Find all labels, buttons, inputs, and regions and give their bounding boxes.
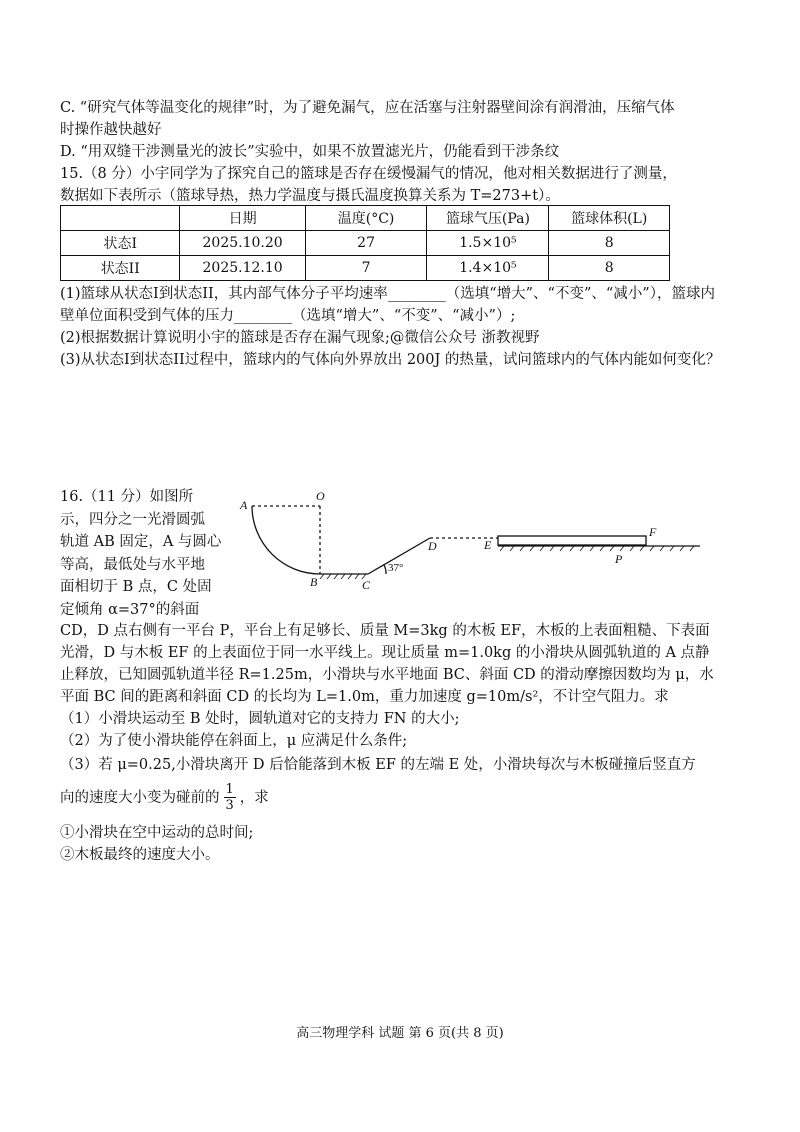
table-cell: 状态I bbox=[61, 231, 180, 256]
table-cell: 2025.10.20 bbox=[180, 231, 305, 256]
q16-left-line: 16.（11 分）如图所 bbox=[60, 489, 194, 505]
table-header-cell: 温度(°C) bbox=[305, 206, 427, 231]
q15-intro-line2: 数据如下表所示（篮球导热，热力学温度与摄氏温度换算关系为 T=273+t）。 bbox=[60, 188, 560, 204]
table-header-row bbox=[61, 206, 670, 231]
table-header-cell: 篮球体积(L) bbox=[549, 206, 670, 231]
q16-sub3-line2 bbox=[60, 782, 269, 813]
q16-sub3-line2-tail: ，求 bbox=[239, 789, 269, 806]
q14-option-c-line2: 时操作越快越好 bbox=[60, 122, 162, 138]
q15-sub2: (2)根据数据计算说明小宇的篮球是否存在漏气现象;@微信公众号 浙教视野 bbox=[60, 330, 540, 346]
q16-sub3-line2-text: 向的速度大小变为碰前的 bbox=[60, 789, 220, 806]
q16-figure bbox=[236, 488, 706, 598]
table-cell: 8 bbox=[549, 256, 670, 281]
table-cell: 2025.12.10 bbox=[180, 256, 305, 281]
angle-label: 37° bbox=[388, 562, 404, 574]
q16-left-line: 示，四分之一光滑圆弧 bbox=[60, 511, 205, 528]
label-o: O bbox=[316, 489, 325, 503]
table-row bbox=[61, 256, 670, 281]
fraction-one-third bbox=[224, 782, 236, 813]
q16-line10: 平面 BC 间的距离和斜面 CD 的长均为 L=1.0m，重力加速度 g=10m/s²，不计空气阻力。求 bbox=[60, 689, 669, 705]
table-cell: 7 bbox=[305, 256, 427, 281]
table-header-cell bbox=[61, 206, 180, 231]
page-footer: 高三物理学科 试题 第 6 页(共 8 页) bbox=[296, 1026, 504, 1041]
table-cell: 状态II bbox=[61, 256, 180, 281]
q15-sub1-line2: 壁单位面积受到气体的压力________（选填“增大”、“不变”、“减小”）; bbox=[60, 308, 516, 324]
q16-left-line: 定倾角 α=37°的斜面 bbox=[60, 601, 200, 618]
label-c: C bbox=[362, 578, 371, 592]
q15-sub1-line1: (1)篮球从状态I到状态II，其内部气体分子平均速率________（选填“增大”、“不变”、“减小”），篮球内 bbox=[60, 286, 715, 302]
q16-line9: 止释放，已知圆弧轨道半径 R=1.25m，小滑块与水平地面 BC、斜面 CD 的滑动摩擦因数均为 μ，水 bbox=[60, 667, 714, 683]
label-a: A bbox=[240, 498, 248, 512]
table-header-cell: 篮球气压(Pa) bbox=[427, 206, 549, 231]
label-b: B bbox=[310, 575, 318, 589]
q14-option-c-line1: C. “研究气体等温变化的规律”时，为了避免漏气，应在活塞与注射器壁间涂有润滑油，压缩气体 bbox=[60, 100, 675, 116]
q16-part-a: ①小滑块在空中运动的总时间; bbox=[60, 825, 254, 841]
fraction-denominator: 3 bbox=[225, 798, 234, 813]
q16-line7: CD，D 点右侧有一平台 P，平台上有足够长、质量 M=3kg 的木板 EF，木板的上表面粗糙、下表面 bbox=[60, 623, 710, 639]
q16-line8: 光滑，D 与木板 EF 的上表面位于同一水平线上。现让质量 m=1.0kg 的小滑块从圆弧轨道的 A 点静 bbox=[60, 645, 710, 661]
table-cell: 27 bbox=[305, 231, 427, 256]
q15-sub3: (3)从状态I到状态II过程中，篮球内的气体向外界放出 200J 的热量，试问篮球内的气体内能如何变化？ bbox=[60, 352, 721, 368]
q16-left-line: 等高，最低处与水平地 bbox=[60, 556, 205, 573]
q16-left-line: 面相切于 B 点，C 处固 bbox=[60, 579, 212, 595]
label-p: P bbox=[615, 552, 623, 566]
q14-option-d: D. “用双缝干涉测量光的波长”实验中，如果不放置滤光片，仍能看到干涉条纹 bbox=[60, 144, 560, 160]
table-row bbox=[61, 231, 670, 256]
table-cell: 1.5×10⁵ bbox=[427, 231, 549, 256]
q16-left-line: 轨道 AB 固定，A 与圆心 bbox=[60, 534, 222, 550]
fraction-numerator: 1 bbox=[225, 782, 234, 797]
label-d: D bbox=[428, 539, 437, 553]
q16-sub1: （1）小滑块运动至 B 处时，圆轨道对它的支持力 FN 的大小; bbox=[60, 711, 460, 727]
q16-sub3-line1: （3）若 μ=0.25,小滑块离开 D 后恰能落到木板 EF 的左端 E 处，小滑块每次与木板碰撞后竖直方 bbox=[60, 757, 696, 773]
q15-intro-line1: 15.（8 分）小宇同学为了探究自己的篮球是否存在缓慢漏气的情况，他对相关数据进行了测量， bbox=[60, 166, 677, 182]
q16-left-text bbox=[60, 486, 235, 621]
q16-sub2: （2）为了使小滑块能停在斜面上，μ 应满足什么条件; bbox=[60, 733, 408, 749]
label-e: E bbox=[484, 538, 492, 552]
table-header-cell: 日期 bbox=[180, 206, 305, 231]
label-f: F bbox=[649, 525, 657, 539]
q15-data-table bbox=[60, 205, 670, 281]
table-cell: 8 bbox=[549, 231, 670, 256]
table-cell: 1.4×10⁵ bbox=[427, 256, 549, 281]
q16-part-b: ②木板最终的速度大小。 bbox=[60, 847, 220, 863]
